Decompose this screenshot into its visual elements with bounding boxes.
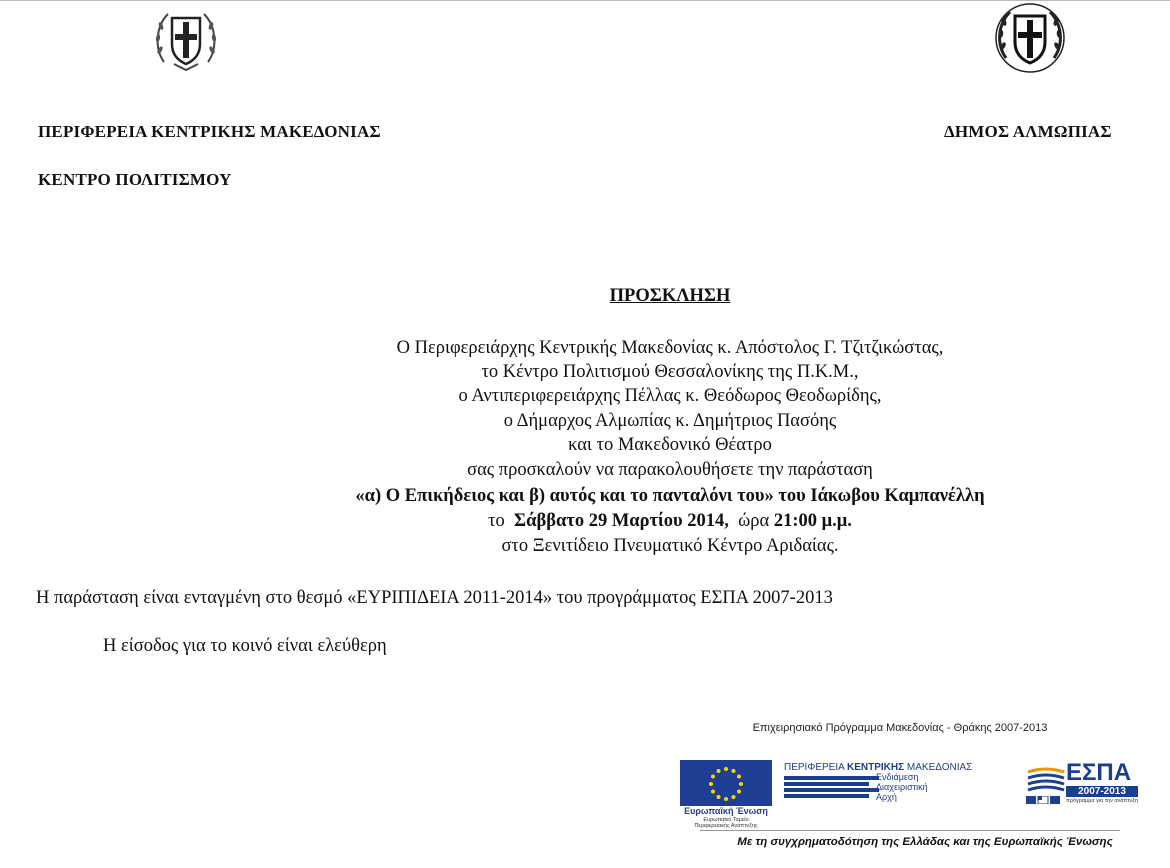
region-logo-suffix: ΜΑΚΕΔΟΝΙΑΣ xyxy=(904,762,973,773)
municipality-name: ΔΗΜΟΣ ΑΛΜΩΠΙΑΣ xyxy=(944,122,1112,141)
invitation-line: σας προσκαλούν να παρακολουθήσετε την παράσταση xyxy=(467,460,873,480)
managing-authority-line: Αρχή xyxy=(876,792,897,802)
time-prefix: ώρα xyxy=(728,511,774,531)
eu-fund-line: Περιφερειακής Ανάπτυξης xyxy=(694,823,758,829)
eu-flag-icon xyxy=(680,760,772,806)
date-prefix: το xyxy=(488,511,515,531)
invitation-line: Ο Περιφερειάρχης Κεντρικής Μακεδονίας κ. Απόστολος Γ. Τζιτζικώστας, xyxy=(396,338,944,358)
cofunding-footer: Με τη συγχρηματοδότηση της Ελλάδας και της Ευρωπαϊκής Ένωσης xyxy=(737,836,1113,848)
operational-program-title: Επιχειρησιακό Πρόγραμμα Μακεδονίας - Θράκης 2007-2013 xyxy=(752,722,1048,734)
entry-note: Η είσοδος για το κοινό είναι ελεύθερη xyxy=(103,636,387,656)
greek-coat-of-arms-icon-right xyxy=(994,2,1066,74)
greek-coat-of-arms-icon-left xyxy=(150,4,222,76)
event-date-line xyxy=(0,511,1170,532)
flags-icon xyxy=(1026,796,1062,804)
event-venue: στο Ξενιτίδειο Πνευματικό Κέντρο Αριδαίας. xyxy=(501,536,839,556)
culture-center-name: ΚΕΝΤΡΟ ΠΟΛΙΤΙΣΜΟΥ xyxy=(38,170,232,189)
espa-waves-icon xyxy=(1026,766,1066,792)
espa-tagline: πρόγραμμα για την ανάπτυξη xyxy=(1066,798,1138,804)
region-logo-prefix: ΠΕΡΙΦΕΡΕΙΑ xyxy=(784,762,848,773)
invitation-line: ο Δήμαρχος Αλμωπίας κ. Δημήτριος Πασόης xyxy=(503,411,837,431)
footer-divider xyxy=(700,830,1120,831)
play-title: «α) Ο Επικήδειος και β) αυτός και το πανταλόνι του» του Ιάκωβου Καμπανέλλη xyxy=(355,486,985,506)
event-date: Σάββατο 29 Μαρτίου 2014, xyxy=(514,511,729,531)
region-name: ΠΕΡΙΦΕΡΕΙΑ ΚΕΝΤΡΙΚΗΣ ΜΑΚΕΔΟΝΙΑΣ xyxy=(38,122,381,141)
eu-fund-line: Ευρωπαϊκό Ταμείο xyxy=(703,817,749,823)
espa-logo-text: ΕΣΠΑ xyxy=(1066,759,1132,786)
invitation-line: το Κέντρο Πολιτισμού Θεσσαλονίκης της Π.Κ.Μ., xyxy=(481,362,859,382)
eu-fund-label xyxy=(680,817,772,829)
region-logo-stripes-icon xyxy=(784,774,884,802)
espa-years: 2007-2013 xyxy=(1066,786,1138,797)
managing-authority-line: Ενδιάμεση xyxy=(876,772,919,782)
region-logo-bold: ΚΕΝΤΡΙΚΗΣ xyxy=(847,762,905,773)
event-time: 21:00 μ.μ. xyxy=(773,511,852,531)
program-note: Η παράσταση είναι ενταγμένη στο θεσμό «ΕΥΡΙΠΙΔΕΙΑ 2011-2014» του προγράμματος ΕΣΠΑ 2007-2013 xyxy=(36,588,833,608)
managing-authority-label xyxy=(876,772,928,802)
funding-logos xyxy=(680,760,1140,830)
eu-label: Ευρωπαϊκή Ένωση xyxy=(684,806,768,816)
invitation-line: και το Μακεδονικό Θέατρο xyxy=(568,435,772,455)
managing-authority-line: Διαχειριστική xyxy=(876,782,928,792)
invitation-line: ο Αντιπεριφερειάρχης Πέλλας κ. Θεόδωρος Θεοδωρίδης, xyxy=(458,386,882,406)
top-border xyxy=(0,0,1170,1)
invitation-title: ΠΡΟΣΚΛΗΣΗ xyxy=(609,286,731,306)
